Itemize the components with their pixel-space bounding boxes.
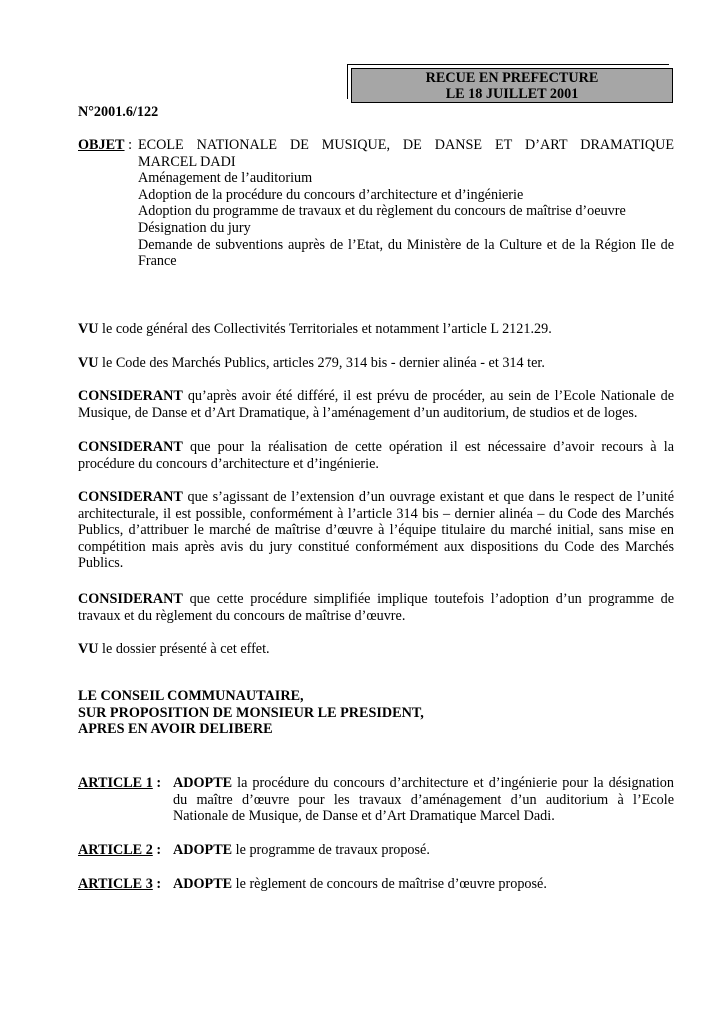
article-text: le programme de travaux proposé. <box>232 842 430 858</box>
stamp-line-received: RECUE EN PREFECTURE <box>425 70 599 86</box>
article-verb: ADOPTE <box>173 876 233 892</box>
article-text: la procédure du concours d’architecture et d’ingénierie pour la désignation du maître d’œuvre pour les travaux d’aménagement d’un auditorium à l’Ecole Nationale de Musique, de Danse et d’Art Dramatique Marcel Dadi. <box>173 775 674 825</box>
paragraph-considerant-3 <box>78 489 674 572</box>
council-line: APRES EN AVOIR DELIBERE <box>78 721 273 738</box>
prefecture-stamp <box>351 68 673 103</box>
paragraph-vu-marches <box>78 355 674 372</box>
article-3-label <box>78 876 161 893</box>
stamp-line-date: LE 18 JUILLET 2001 <box>445 86 579 102</box>
article-2-body <box>173 842 674 859</box>
paragraph-text: qu’après avoir été différé, il est prévu de procéder, au sein de l’Ecole Nationale de Musique, de Danse et d’Art Dramatique, à l’aménagement d’un auditorium, de studios et de loges. <box>78 388 674 421</box>
council-decision-heading <box>78 688 424 738</box>
article-1-label <box>78 775 161 792</box>
article-1-body <box>173 775 674 825</box>
paragraph-text: le Code des Marchés Publics, articles 279, 314 bis - dernier alinéa - et 314 ter. <box>98 355 545 371</box>
article-label-separator: : <box>152 775 162 791</box>
paragraph-lead: VU <box>78 321 99 337</box>
paragraph-text: le dossier présenté à cet effet. <box>98 641 270 657</box>
document-reference-number: N°2001.6/122 <box>78 104 159 120</box>
objet-item: Adoption du programme de travaux et du règlement du concours de maîtrise d’oeuvre <box>138 203 626 220</box>
council-line: LE CONSEIL COMMUNAUTAIRE, <box>78 688 304 704</box>
objet-item: Aménagement de l’auditorium <box>138 170 313 187</box>
paragraph-considerant-2 <box>78 439 674 472</box>
objet-label <box>78 137 132 154</box>
council-line: SUR PROPOSITION DE MONSIEUR LE PRESIDENT, <box>78 704 424 721</box>
paragraph-text: que pour la réalisation de cette opération il est nécessaire d’avoir recours à la procédure du concours d’architecture et d’ingénierie. <box>78 439 674 472</box>
paragraph-lead: CONSIDERANT <box>78 439 183 455</box>
article-label-text: ARTICLE 2 <box>78 842 153 858</box>
objet-title-line2: MARCEL DADI <box>138 153 236 170</box>
article-label-separator: : <box>152 842 162 858</box>
objet-body <box>138 137 674 270</box>
objet-label-separator: : <box>124 137 133 153</box>
paragraph-considerant-4 <box>78 591 674 624</box>
paragraph-lead: CONSIDERANT <box>78 388 183 404</box>
paragraph-text: le code général des Collectivités Territoriales et notamment l’article L 2121.29. <box>98 321 552 337</box>
objet-item: Adoption de la procédure du concours d’architecture et d’ingénierie <box>138 186 524 203</box>
paragraph-lead: VU <box>78 641 99 657</box>
article-verb: ADOPTE <box>173 775 233 791</box>
paragraph-vu-dossier <box>78 641 674 658</box>
paragraph-text: que cette procédure simplifiée implique toutefois l’adoption d’un programme de travaux et du règlement du concours de maîtrise d’œuvre. <box>78 591 674 624</box>
paragraph-lead: CONSIDERANT <box>78 489 183 505</box>
paragraph-text: que s’agissant de l’extension d’un ouvrage existant et que dans le respect de l’unité architecturale, il est possible, conformément à l’article 314 bis – dernier alinéa – du Code des Marchés Publics, d’attribuer le marché de maîtrise d’œuvre à l’équipe titulaire du marché initial, sans mise en compétition mais après avis du jury constitué conformément aux dispositions du Code des Marchés Publics. <box>78 489 674 572</box>
paragraph-lead: CONSIDERANT <box>78 591 183 607</box>
paragraph-considerant-1 <box>78 388 674 421</box>
objet-item: Demande de subventions auprès de l’Etat, du Ministère de la Culture et de la Région Ile de France <box>138 236 674 270</box>
article-label-text: ARTICLE 1 <box>78 775 153 791</box>
article-verb: ADOPTE <box>173 842 233 858</box>
paragraph-vu-code <box>78 321 674 338</box>
objet-item: Désignation du jury <box>138 219 251 236</box>
article-label-separator: : <box>152 876 162 892</box>
article-text: le règlement de concours de maîtrise d’œuvre proposé. <box>232 876 547 892</box>
article-2-label <box>78 842 161 859</box>
paragraph-lead: VU <box>78 355 99 371</box>
article-label-text: ARTICLE 3 <box>78 876 153 892</box>
article-3-body <box>173 876 674 893</box>
objet-title-line1: ECOLE NATIONALE DE MUSIQUE, DE DANSE ET D’ART DRAMATIQUE <box>138 137 674 153</box>
objet-label-text: OBJET <box>78 137 125 153</box>
